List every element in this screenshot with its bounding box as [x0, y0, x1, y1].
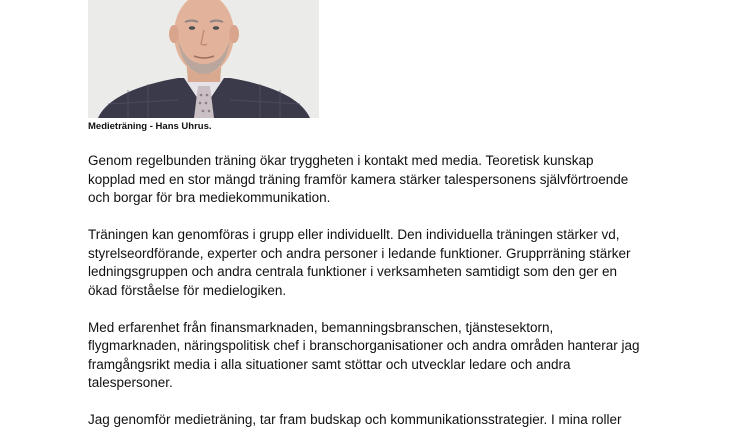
- text-line: talespersoner.: [88, 375, 173, 390]
- text-line: framgångsrikt media i alla situationer samt stöttar och utvecklar ledare och andra: [88, 356, 571, 372]
- text-line: styrelseordförande, experter och andra personer i ledande funktioner. Grupprräning stärker: [88, 245, 631, 261]
- portrait-illustration: [88, 0, 319, 118]
- text-line: Med erfarenhet från finansmarknaden, bemanningsbranschen, tjänstesektorn,: [88, 319, 554, 335]
- text-line: och borgar för bra mediekommunikation.: [88, 190, 331, 205]
- text-line: Träningen kan genomföras i grupp eller individuellt. Den individuella träningen stärker vd,: [88, 227, 620, 242]
- photo-caption: Medieträning - Hans Uhrus.: [88, 121, 212, 132]
- paragraph-training-benefits: [88, 152, 738, 208]
- article-body: [88, 152, 738, 448]
- paragraph-experience: [88, 319, 738, 393]
- text-line: flygmarknaden, näringspolitisk chef i branschorganisationer och andra områden hanterar jag: [88, 338, 640, 353]
- paragraph-group-individual: [88, 226, 738, 300]
- text-line: kopplad med en stor mängd träning framför kamera stärker talespersonens självförtroende: [88, 171, 629, 187]
- paragraph-services: [88, 411, 738, 430]
- text-line: ökad förståelse för medielogiken.: [88, 282, 287, 298]
- text-line: ledningsgruppen och andra centrala funktioner i verksamheten samtidigt som den ger en: [88, 264, 618, 279]
- text-line: Genom regelbunden träning ökar tryggheten i kontakt med media. Teoretisk kunskap: [88, 153, 594, 168]
- text-line: Jag genomför medieträning, tar fram budskap och kommunikationsstrategier. I mina roller: [88, 412, 622, 427]
- portrait-photo: [88, 0, 319, 118]
